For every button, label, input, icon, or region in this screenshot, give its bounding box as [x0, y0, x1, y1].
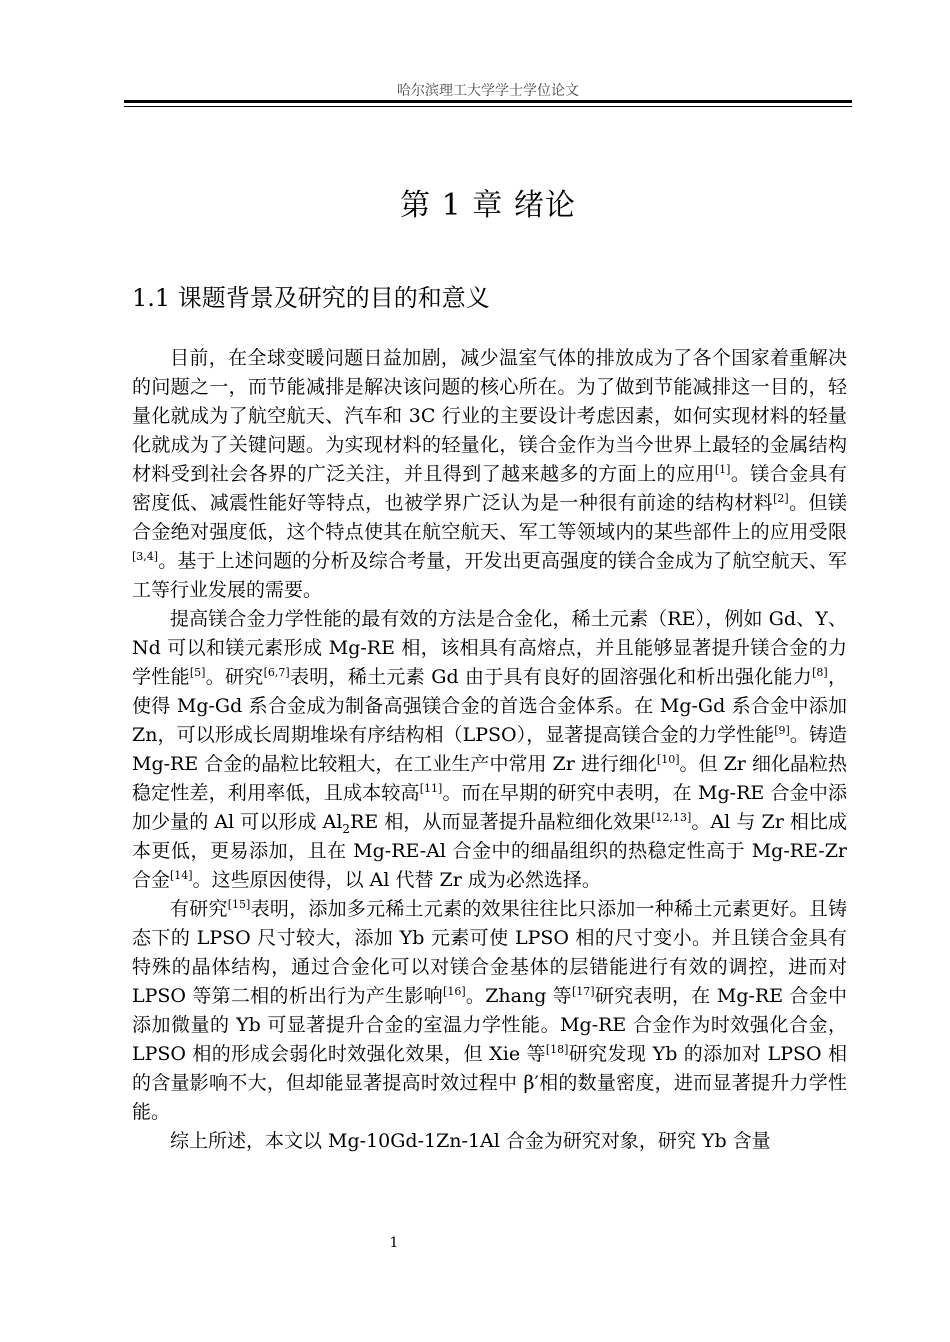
paragraph-3: 有研究[15]表明，添加多元稀土元素的效果往往比只添加一种稀土元素更好。且铸态下的 LPSO 尺寸较大，添加 Yb 元素可使 LPSO 相的尺寸变小。并且镁合金具有特殊的晶体结构，通过合金化可以对镁合金基体的层错能进行有效的调控，进而对 LPSO 等第二相的析出行为产生影响[16]。Zhang 等[17]研究表明，在 Mg-RE 合金中添加微量的 Yb 可显著提升合金的室温力学性能。Mg-RE 合金作为时效强化合金，LPSO 相的形成会弱化时效强化效果，但 Xie 等[18]研究发现 Yb 的添加对 LPSO 相的含量影响不大，但却能显著提高时效过程中 β′相的数量密度，进而显著提升力学性能。 [132, 898, 847, 1123]
citation: [3,4] [132, 550, 159, 563]
citation: [2] [773, 492, 789, 505]
citation: [14] [170, 869, 193, 882]
body-text [132, 344, 847, 1156]
chapter-title: 第 1 章 绪论 [400, 188, 576, 224]
citation: [12,13] [651, 811, 692, 824]
citation: [11] [419, 782, 443, 795]
citation: [17] [571, 985, 595, 998]
citation: [18] [545, 1043, 569, 1056]
citation: [15] [227, 898, 251, 911]
subscript: 2 [342, 821, 351, 836]
citation: [1] [714, 463, 731, 476]
section-title: 1.1 课题背景及研究的目的和意义 [132, 284, 490, 312]
header-rule-thin [124, 106, 852, 107]
citation: [8] [812, 666, 828, 679]
citation: [9] [774, 724, 790, 737]
running-header: 哈尔滨理工大学学士学位论文 [397, 83, 579, 99]
paragraph-2: 提高镁合金力学性能的最有效的方法是合金化，稀土元素（RE），例如 Gd、Y、Nd 可以和镁元素形成 Mg-RE 相，该相具有高熔点，并且能够显著提升镁合金的力学性能[5]。研究[6,7]表明，稀土元素 Gd 由于具有良好的固溶强化和析出强化能力[8]，使得 Mg-Gd 系合金成为制备高强镁合金的首选合金体系。在 Mg-Gd 系合金中添加 Zn，可以形成长周期堆垛有序结构相（LPSO），显著提高镁合金的力学性能[9]。铸造 Mg-RE 合金的晶粒比较粗大，在工业生产中常用 Zr 进行细化[10]。但 Zr 细化晶粒热稳定性差，利用率低，且成本较高[11]。而在早期的研究中表明，在 Mg-RE 合金中添加少量的 Al 可以形成 $Al_2RE$ 相，从而显著提升晶粒细化效果[12,13]。Al 与 Zr 相比成本更低，更易添加，且在 Mg-RE-Al 合金中的细晶组织的热稳定性高于 Mg-RE-Zr 合金[14]。这些原因使得，以 Al 代替 Zr 成为必然选择。 [132, 608, 848, 891]
citation: [16] [443, 985, 466, 998]
header-rule-thick [124, 100, 852, 103]
citation: [5] [189, 666, 206, 679]
page-number: 1 [389, 1235, 399, 1251]
citation: [10] [656, 753, 680, 766]
paragraph-4: 综上所述，本文以 Mg-10Gd-1Zn-1Al 合金为研究对象，研究 Yb 含量 [170, 1130, 771, 1152]
paragraph-1: 目前，在全球变暖问题日益加剧，减少温室气体的排放成为了各个国家着重解决的问题之一，而节能减排是解决该问题的核心所在。为了做到节能减排这一目的，轻量化就成为了航空航天、汽车和 3C 行业的主要设计考虑因素，如何实现材料的轻量化就成为了关键问题。为实现材料的轻量化，镁合金作为当今世界上最轻的金属结构材料受到社会各界的广泛关注，并且得到了越来越多的方面上的应用[1]。镁合金具有密度低、减震性能好等特点，也被学界广泛认为是一种很有前途的结构材料[2]。但镁合金绝对强度低，这个特点使其在航空航天、军工等领域内的某些部件上的应用受限[3,4]。基于上述问题的分析及综合考量，开发出更高强度的镁合金成为了航空航天、军工等行业发展的需要。 [132, 347, 847, 601]
citation: [6,7] [263, 666, 290, 679]
